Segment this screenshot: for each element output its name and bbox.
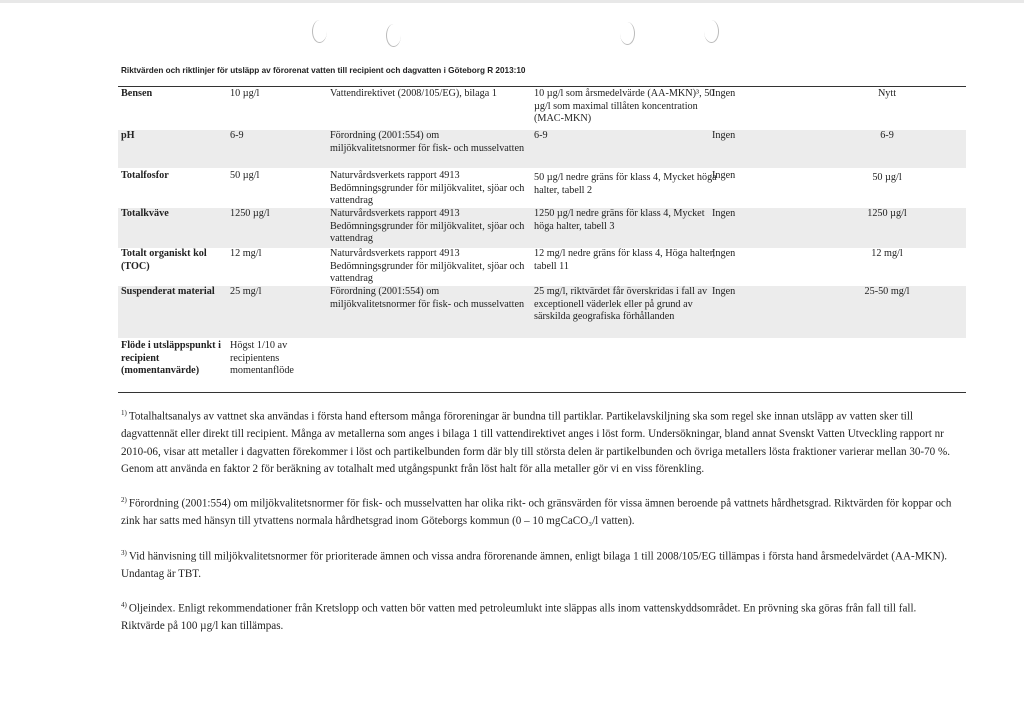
scan-mark (620, 22, 635, 45)
basis-description: 25 mg/l, riktvärdet får överskridas i fall av exceptionell väderlek eller på grund av särskilda geografiska förhållanden (534, 286, 708, 322)
footnote-text: Oljeindex. Enligt rekommendationer från Kretslopp och vatten bör vatten med petroleumlukt inte släppas alls inom vattenskyddsområdet. En prövning ska göras från fall till fall. Riktvärde på 100 µg/l kan tillämpas. (121, 603, 917, 633)
basis-description: 1250 µg/l nedre gräns för klass 4, Mycket höga halter, tabell 3 (534, 208, 705, 232)
column-6-value: 6-9 (880, 130, 894, 141)
scan-artifacts (300, 18, 740, 48)
column-6-value: 25-50 mg/l (864, 286, 910, 297)
footnote (121, 492, 961, 531)
table-row (118, 88, 966, 134)
document-header: Riktvärden och riktlinjer för utsläpp av förorenat vatten till recipient och dagvatten i Göteborg R 2013:10 (121, 66, 526, 75)
column-6-value: 1250 µg/l (867, 208, 907, 219)
page-top-edge (0, 0, 1024, 3)
column-5-value: Ingen (712, 208, 736, 219)
substance-name: Flöde i utsläppspunkt i recipient (momentanvärde) (121, 340, 221, 376)
substance-name: Suspenderat material (121, 286, 215, 297)
footnote-marker: 2) (121, 496, 127, 505)
guideline-value: 25 mg/l (230, 286, 262, 297)
table-row (118, 208, 966, 248)
table-row (118, 170, 966, 208)
basis-description: 12 mg/l nedre gräns för klass 4, Höga halter, tabell 11 (534, 248, 716, 272)
substance-name: Bensen (121, 88, 153, 99)
source-reference: Förordning (2001:554) om miljökvalitetsnormer för fisk- och musselvatten (330, 286, 525, 310)
basis-description: 6-9 (534, 130, 548, 141)
footnote-marker: 3) (121, 548, 127, 557)
basis-description: 50 µg/l nedre gräns för klass 4, Mycket höga halter, tabell 2 (534, 172, 717, 196)
footnotes (121, 405, 961, 650)
footnote-text: Förordning (2001:554) om miljökvalitetsnormer för fisk- och musselvatten har olika rikt- och gränsvärden för vissa ämnen beroende på vattnets hårdhetsgrad. Riktvärden för koppar och zink har satts med hänsyn till ytvattens normala hårdhetsgrad inom Göteborgs kommun (0 – 10 mgCaCO₃/l vatten). (121, 498, 952, 528)
column-6-value: Nytt (877, 88, 897, 99)
basis-description: 10 µg/l som årsmedelvärde (AA-MKN)³, 50 µg/l som maximal tillåten koncentration (MAC-MKN) (534, 88, 715, 124)
footnote (121, 597, 961, 636)
footnote-text: Totalhaltsanalys av vattnet ska användas i första hand eftersom många föroreningar är bundna till partiklar. Partikelavskiljning ska som regel ske innan utsläpp av vatten sker till dagvattennät eller direkt till recipient. Många av metallerna som anges i bilaga 1 till vattendirektivet anges i löst form. Undersökningar, bland annat Svenskt Vatten Utveckling rapport nr 2010-06, visar att metaller i dagvatten förekommer i löst och partikelbunden form där bly till största delen är partikelbunden och övriga metallers lösta fraktioner varierar mellan 30-70 %. Genom att använda en faktor 2 för beräkning av totalhalt med utgångspunkt från löst halt för alla metaller gör vi en viss förenkling. (121, 410, 950, 475)
table-row (118, 248, 966, 286)
scan-mark (312, 20, 327, 43)
column-6-value: 50 µg/l (872, 172, 902, 183)
footnote-marker: 1) (121, 409, 127, 417)
column-5-value: Ingen (712, 248, 736, 259)
guideline-value: Högst 1/10 av recipientens momentanflöde (230, 340, 294, 376)
guideline-value: 6-9 (230, 130, 244, 141)
footnote (121, 545, 961, 584)
source-reference: Naturvårdsverkets rapport 4913 Bedömningsgrunder för miljökvalitet, sjöar och vattendrag (330, 170, 525, 206)
table-row (118, 130, 966, 168)
column-5-value: Ingen (712, 170, 736, 181)
column-5-value: Ingen (712, 130, 736, 141)
footnote-text: Vid hänvisning till miljökvalitetsnormer för prioriterade ämnen och vissa andra förorenande ämnen, enligt bilaga 1 till 2008/105/EG tillämpas i första hand årsmedelvärdet (AA-MKN). Undantag är TBT. (121, 550, 948, 580)
column-5-value: Ingen (712, 286, 736, 297)
column-5-value: Ingen (712, 88, 736, 99)
guideline-value: 12 mg/l (230, 248, 262, 259)
substance-name: Totalfosfor (121, 170, 169, 181)
guideline-value: 50 µg/l (230, 170, 260, 181)
scan-mark (704, 20, 719, 43)
substance-name: pH (121, 130, 135, 141)
table-bottom-rule (118, 392, 966, 393)
column-6-value: 12 mg/l (871, 248, 903, 259)
source-reference: Naturvårdsverkets rapport 4913 Bedömningsgrunder för miljökvalitet, sjöar och vattendrag (330, 248, 525, 284)
source-reference: Förordning (2001:554) om miljökvalitetsnormer för fisk- och musselvatten (330, 130, 525, 154)
source-reference: Naturvårdsverkets rapport 4913 Bedömningsgrunder för miljökvalitet, sjöar och vattendrag (330, 208, 525, 244)
table-top-rule (118, 86, 966, 87)
guideline-value: 1250 µg/l (230, 208, 270, 219)
table-row (118, 286, 966, 338)
table-row (118, 340, 966, 390)
substance-name: Totalt organiskt kol (TOC) (121, 248, 207, 272)
substance-name: Totalkväve (121, 208, 169, 219)
footnote-marker: 4) (121, 601, 127, 610)
footnote (121, 405, 961, 478)
scan-mark (386, 24, 401, 47)
source-reference: Vattendirektivet (2008/105/EG), bilaga 1 (330, 88, 497, 99)
guideline-value: 10 µg/l (230, 88, 260, 99)
